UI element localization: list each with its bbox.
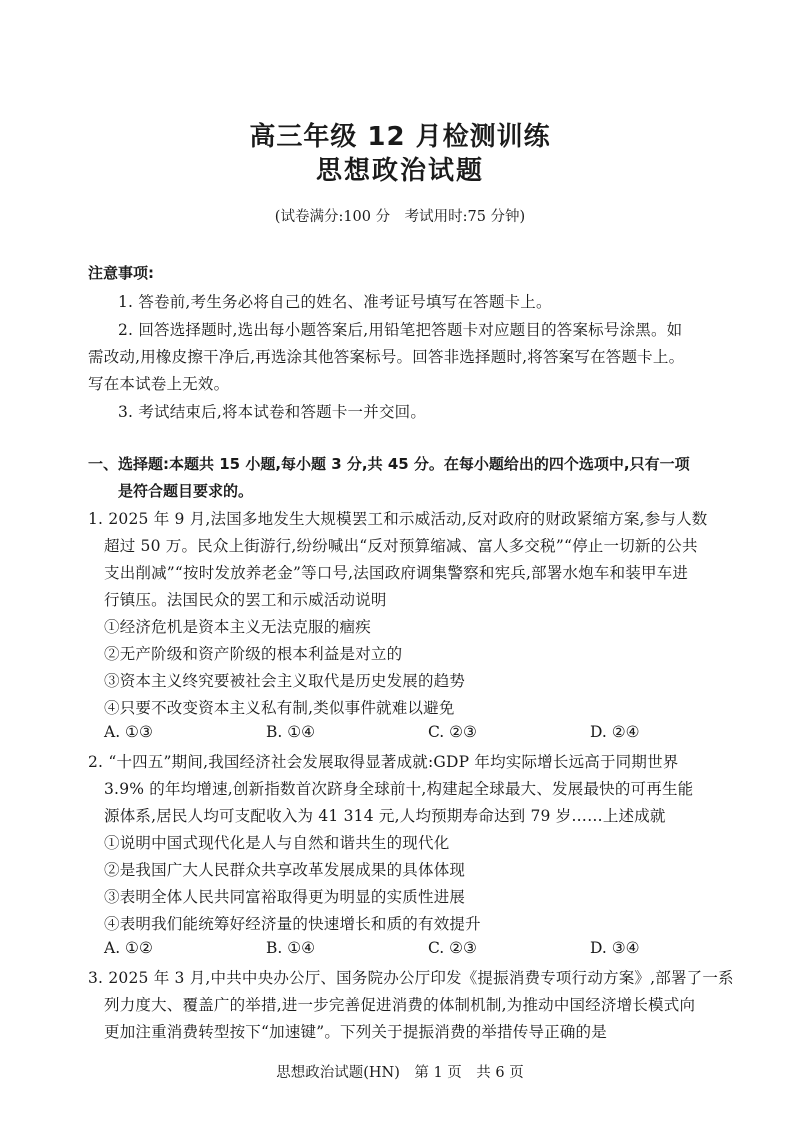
question-3-line-1: 3. 2025 年 3 月,中共中央办公厅、国务院办公厅印发《提振消费专项行动方案》,部署了一系 <box>88 969 734 987</box>
exam-title: 高三年级 12 月检测训练 <box>249 122 551 152</box>
notice-item-2-line-3: 写在本试卷上无效。 <box>88 375 230 393</box>
question-2-line-3: 源体系,居民人均可支配收入为 41 314 元,人均预期寿命达到 79 岁……上述成就 <box>104 807 666 825</box>
question-1-statement-2: ②无产阶级和资产阶级的根本利益是对立的 <box>104 645 403 663</box>
question-2-line-2: 3.9% 的年均增速,创新指数首次跻身全球前十,构建起全球最大、发展最快的可再生能 <box>104 780 694 798</box>
question-1-statement-1: ①经济危机是资本主义无法克服的痼疾 <box>104 618 371 636</box>
question-2-statement-2: ②是我国广大人民群众共享改革发展成果的具体体现 <box>104 861 466 879</box>
question-3-line-2: 列力度大、覆盖广的举措,进一步完善促进消费的体制机制,为推动中国经济增长模式向 <box>104 996 696 1014</box>
question-2-statement-1: ①说明中国式现代化是人与自然和谐共生的现代化 <box>104 834 450 852</box>
question-1-option-a: A. ①③ <box>104 723 153 741</box>
question-1-statement-4: ④只要不改变资本主义私有制,类似事件就难以避免 <box>104 699 455 717</box>
exam-info: (试卷满分:100 分 考试用时:75 分钟) <box>274 209 526 225</box>
page-footer: 思想政治试题(HN) 第 1 页 共 6 页 <box>276 1065 524 1081</box>
question-2-statement-3: ③表明全体人民共同富裕取得更为明显的实质性进展 <box>104 888 466 906</box>
question-2-option-b: B. ①④ <box>266 939 316 957</box>
notice-item-2-line-1: 2. 回答选择题时,选出每小题答案后,用铅笔把答题卡对应题目的答案标号涂黑。如 <box>118 321 683 339</box>
question-1-option-d: D. ②④ <box>590 723 640 741</box>
section-heading-line-2: 是符合题目要求的。 <box>118 482 254 500</box>
question-1-option-b: B. ①④ <box>266 723 316 741</box>
question-2-line-1: 2. “十四五”期间,我国经济社会发展取得显著成就:GDP 年均实际增长远高于同期世界 <box>88 753 679 771</box>
question-1-line-1: 1. 2025 年 9 月,法国多地发生大规模罢工和示威活动,反对政府的财政紧缩方案,参与人数 <box>88 510 708 528</box>
subject-title: 思想政治试题 <box>315 156 484 186</box>
question-3-line-3: 更加注重消费转型按下“加速键”。下列关于提振消费的举措传导正确的是 <box>104 1023 607 1041</box>
question-1-line-4: 行镇压。法国民众的罢工和示威活动说明 <box>104 591 387 609</box>
question-2-option-a: A. ①② <box>104 939 153 957</box>
question-2-option-c: C. ②③ <box>428 939 477 957</box>
notice-item-3: 3. 考试结束后,将本试卷和答题卡一并交回。 <box>118 403 427 421</box>
question-2-option-d: D. ③④ <box>590 939 640 957</box>
question-1-line-3: 支出削减”“按时发放养老金”等口号,法国政府调集警察和宪兵,部署水炮车和装甲车进 <box>104 564 689 582</box>
notice-item-1: 1. 答卷前,考生务必将自己的姓名、准考证号填写在答题卡上。 <box>118 293 552 311</box>
notice-heading: 注意事项: <box>88 264 154 282</box>
question-1-line-2: 超过 50 万。民众上街游行,纷纷喊出“反对预算缩减、富人多交税”“停止一切新的公共 <box>104 537 698 555</box>
question-1-option-c: C. ②③ <box>428 723 477 741</box>
notice-item-2-line-2: 需改动,用橡皮擦干净后,再选涂其他答案标号。回答非选择题时,将答案写在答题卡上。 <box>88 348 685 366</box>
section-heading-line-1: 一、选择题:本题共 15 小题,每小题 3 分,共 45 分。在每小题给出的四个选项中,只有一项 <box>88 455 690 473</box>
question-2-statement-4: ④表明我们能统筹好经济量的快速增长和质的有效提升 <box>104 915 481 933</box>
question-1-statement-3: ③资本主义终究要被社会主义取代是历史发展的趋势 <box>104 672 466 690</box>
